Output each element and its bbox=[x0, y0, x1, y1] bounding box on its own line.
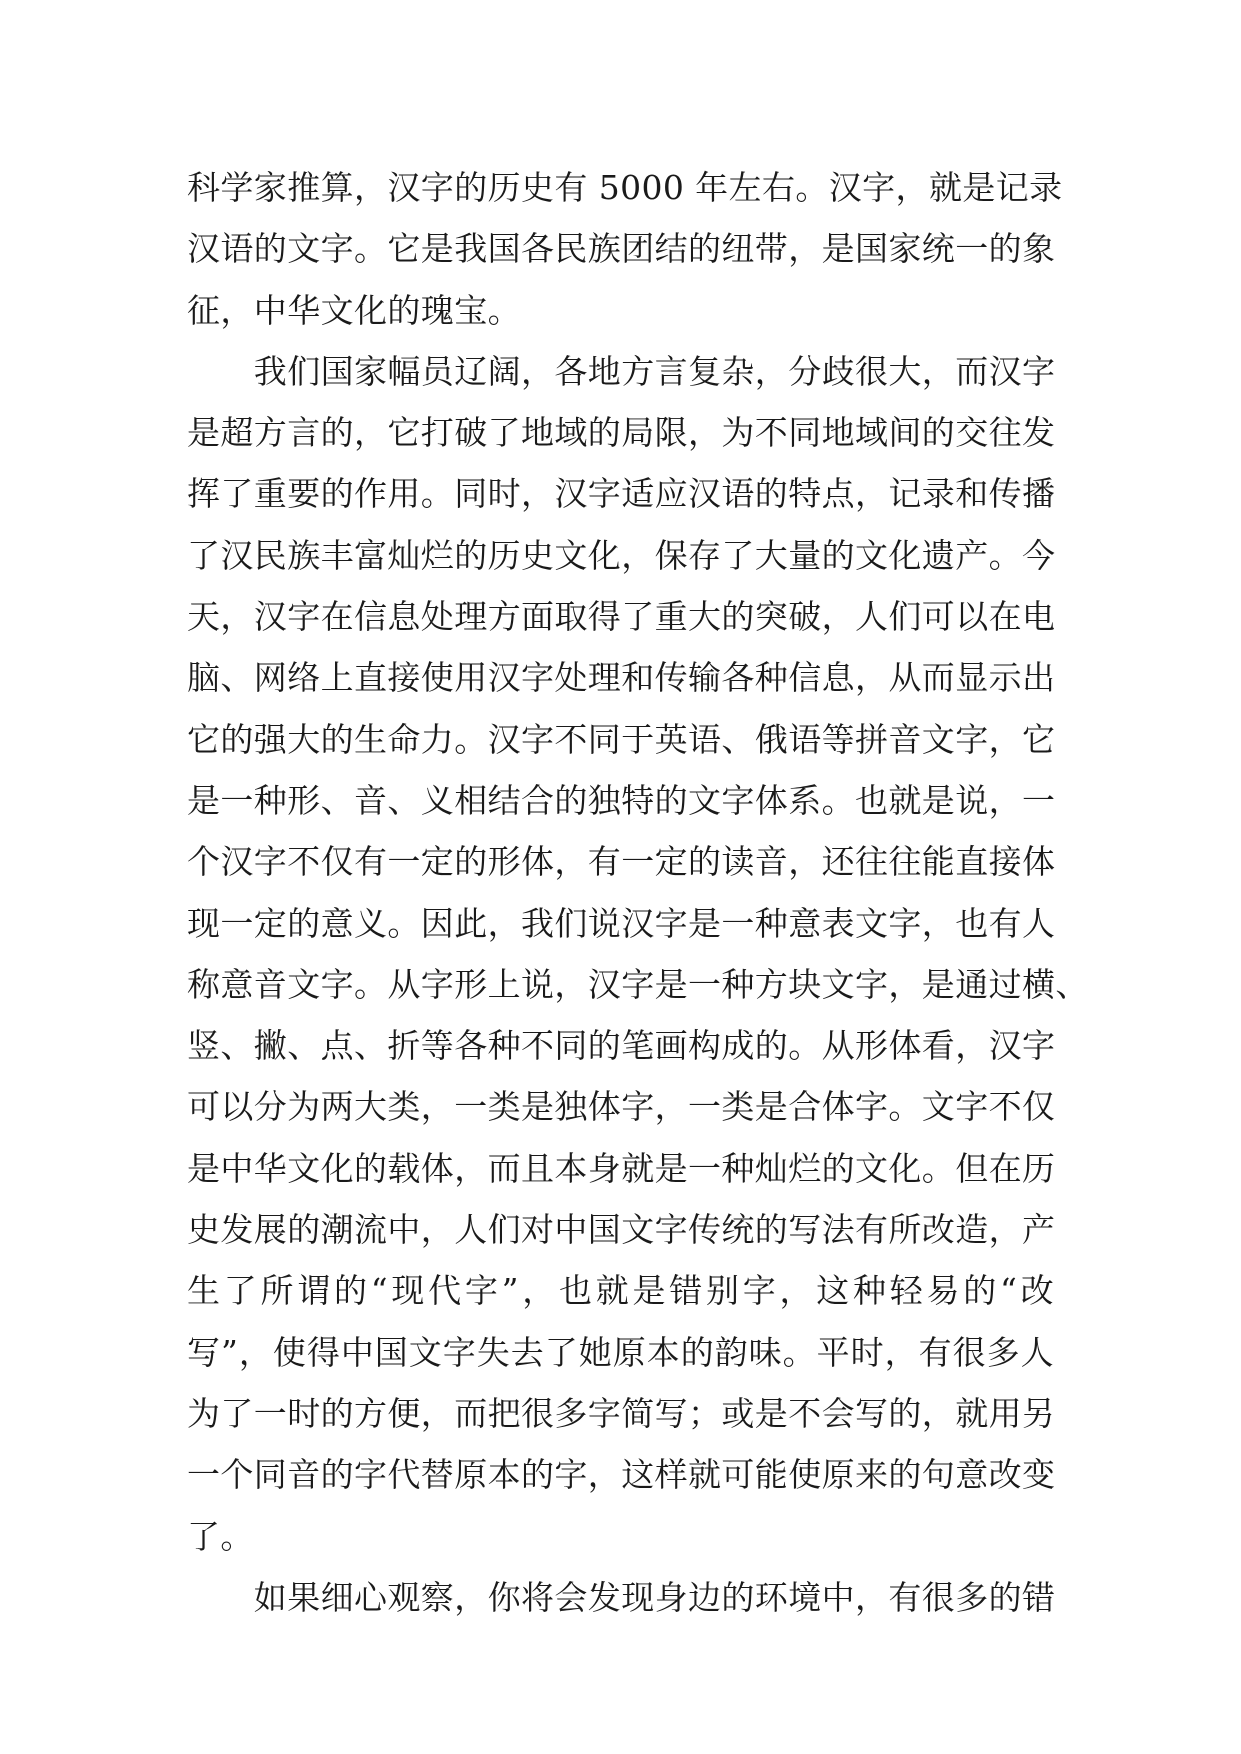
text-line: 一个同音的字代替原本的字，这样就可能使原来的句意改变 bbox=[187, 1455, 1056, 1495]
text-line: 史发展的潮流中，人们对中国文字传统的写法有所改造，产 bbox=[187, 1210, 1056, 1250]
text-line: 是超方言的，它打破了地域的局限，为不同地域间的交往发 bbox=[187, 413, 1056, 453]
text-line: 为了一时的方便，而把很多字简写；或是不会写的，就用另 bbox=[187, 1393, 1056, 1433]
text-line: 是一种形、音、义相结合的独特的文字体系。也就是说，一 bbox=[187, 780, 1056, 820]
text-line: 了。 bbox=[187, 1516, 254, 1556]
text-line: 可以分为两大类，一类是独体字，一类是合体字。文字不仅 bbox=[187, 1087, 1056, 1127]
text-line: 征，中华文化的瑰宝。 bbox=[187, 290, 521, 330]
text-line: 它的强大的生命力。汉字不同于英语、俄语等拼音文字，它 bbox=[187, 719, 1056, 759]
text-line: 脑、网络上直接使用汉字处理和传输各种信息，从而显示出 bbox=[187, 658, 1056, 698]
text-line: 现一定的意义。因此，我们说汉字是一种意表文字，也有人 bbox=[187, 903, 1056, 943]
text-line: 科学家推算，汉字的历史有 5000 年左右。汉字，就是记录 bbox=[187, 168, 1063, 207]
text-line: 天，汉字在信息处理方面取得了重大的突破，人们可以在电 bbox=[187, 597, 1056, 637]
text-line: 汉语的文字。它是我国各民族团结的纽带，是国家统一的象 bbox=[187, 229, 1056, 269]
text-line: 了汉民族丰富灿烂的历史文化，保存了大量的文化遗产。今 bbox=[187, 535, 1056, 575]
text-line: 称意音文字。从字形上说，汉字是一种方块文字，是通过横、 bbox=[187, 964, 1089, 1004]
document-body bbox=[187, 157, 1089, 1628]
text-line: 我们国家幅员辽阔，各地方言复杂，分歧很大，而汉字 bbox=[187, 351, 1056, 391]
text-line: 是中华文化的载体，而且本身就是一种灿烂的文化。但在历 bbox=[187, 1148, 1056, 1188]
text-line: 如果细心观察，你将会发现身边的环境中，有很多的错 bbox=[187, 1577, 1056, 1617]
text-line: 个汉字不仅有一定的形体，有一定的读音，还往往能直接体 bbox=[187, 842, 1056, 882]
text-line: 写”，使得中国文字失去了她原本的韵味。平时，有很多人 bbox=[187, 1332, 1054, 1372]
text-line: 生了所谓的“现代字”，也就是错别字，这种轻易的“改 bbox=[187, 1271, 1054, 1311]
text-line: 竖、撇、点、折等各种不同的笔画构成的。从形体看，汉字 bbox=[187, 1026, 1056, 1066]
text-line: 挥了重要的作用。同时，汉字适应汉语的特点，记录和传播 bbox=[187, 474, 1056, 514]
